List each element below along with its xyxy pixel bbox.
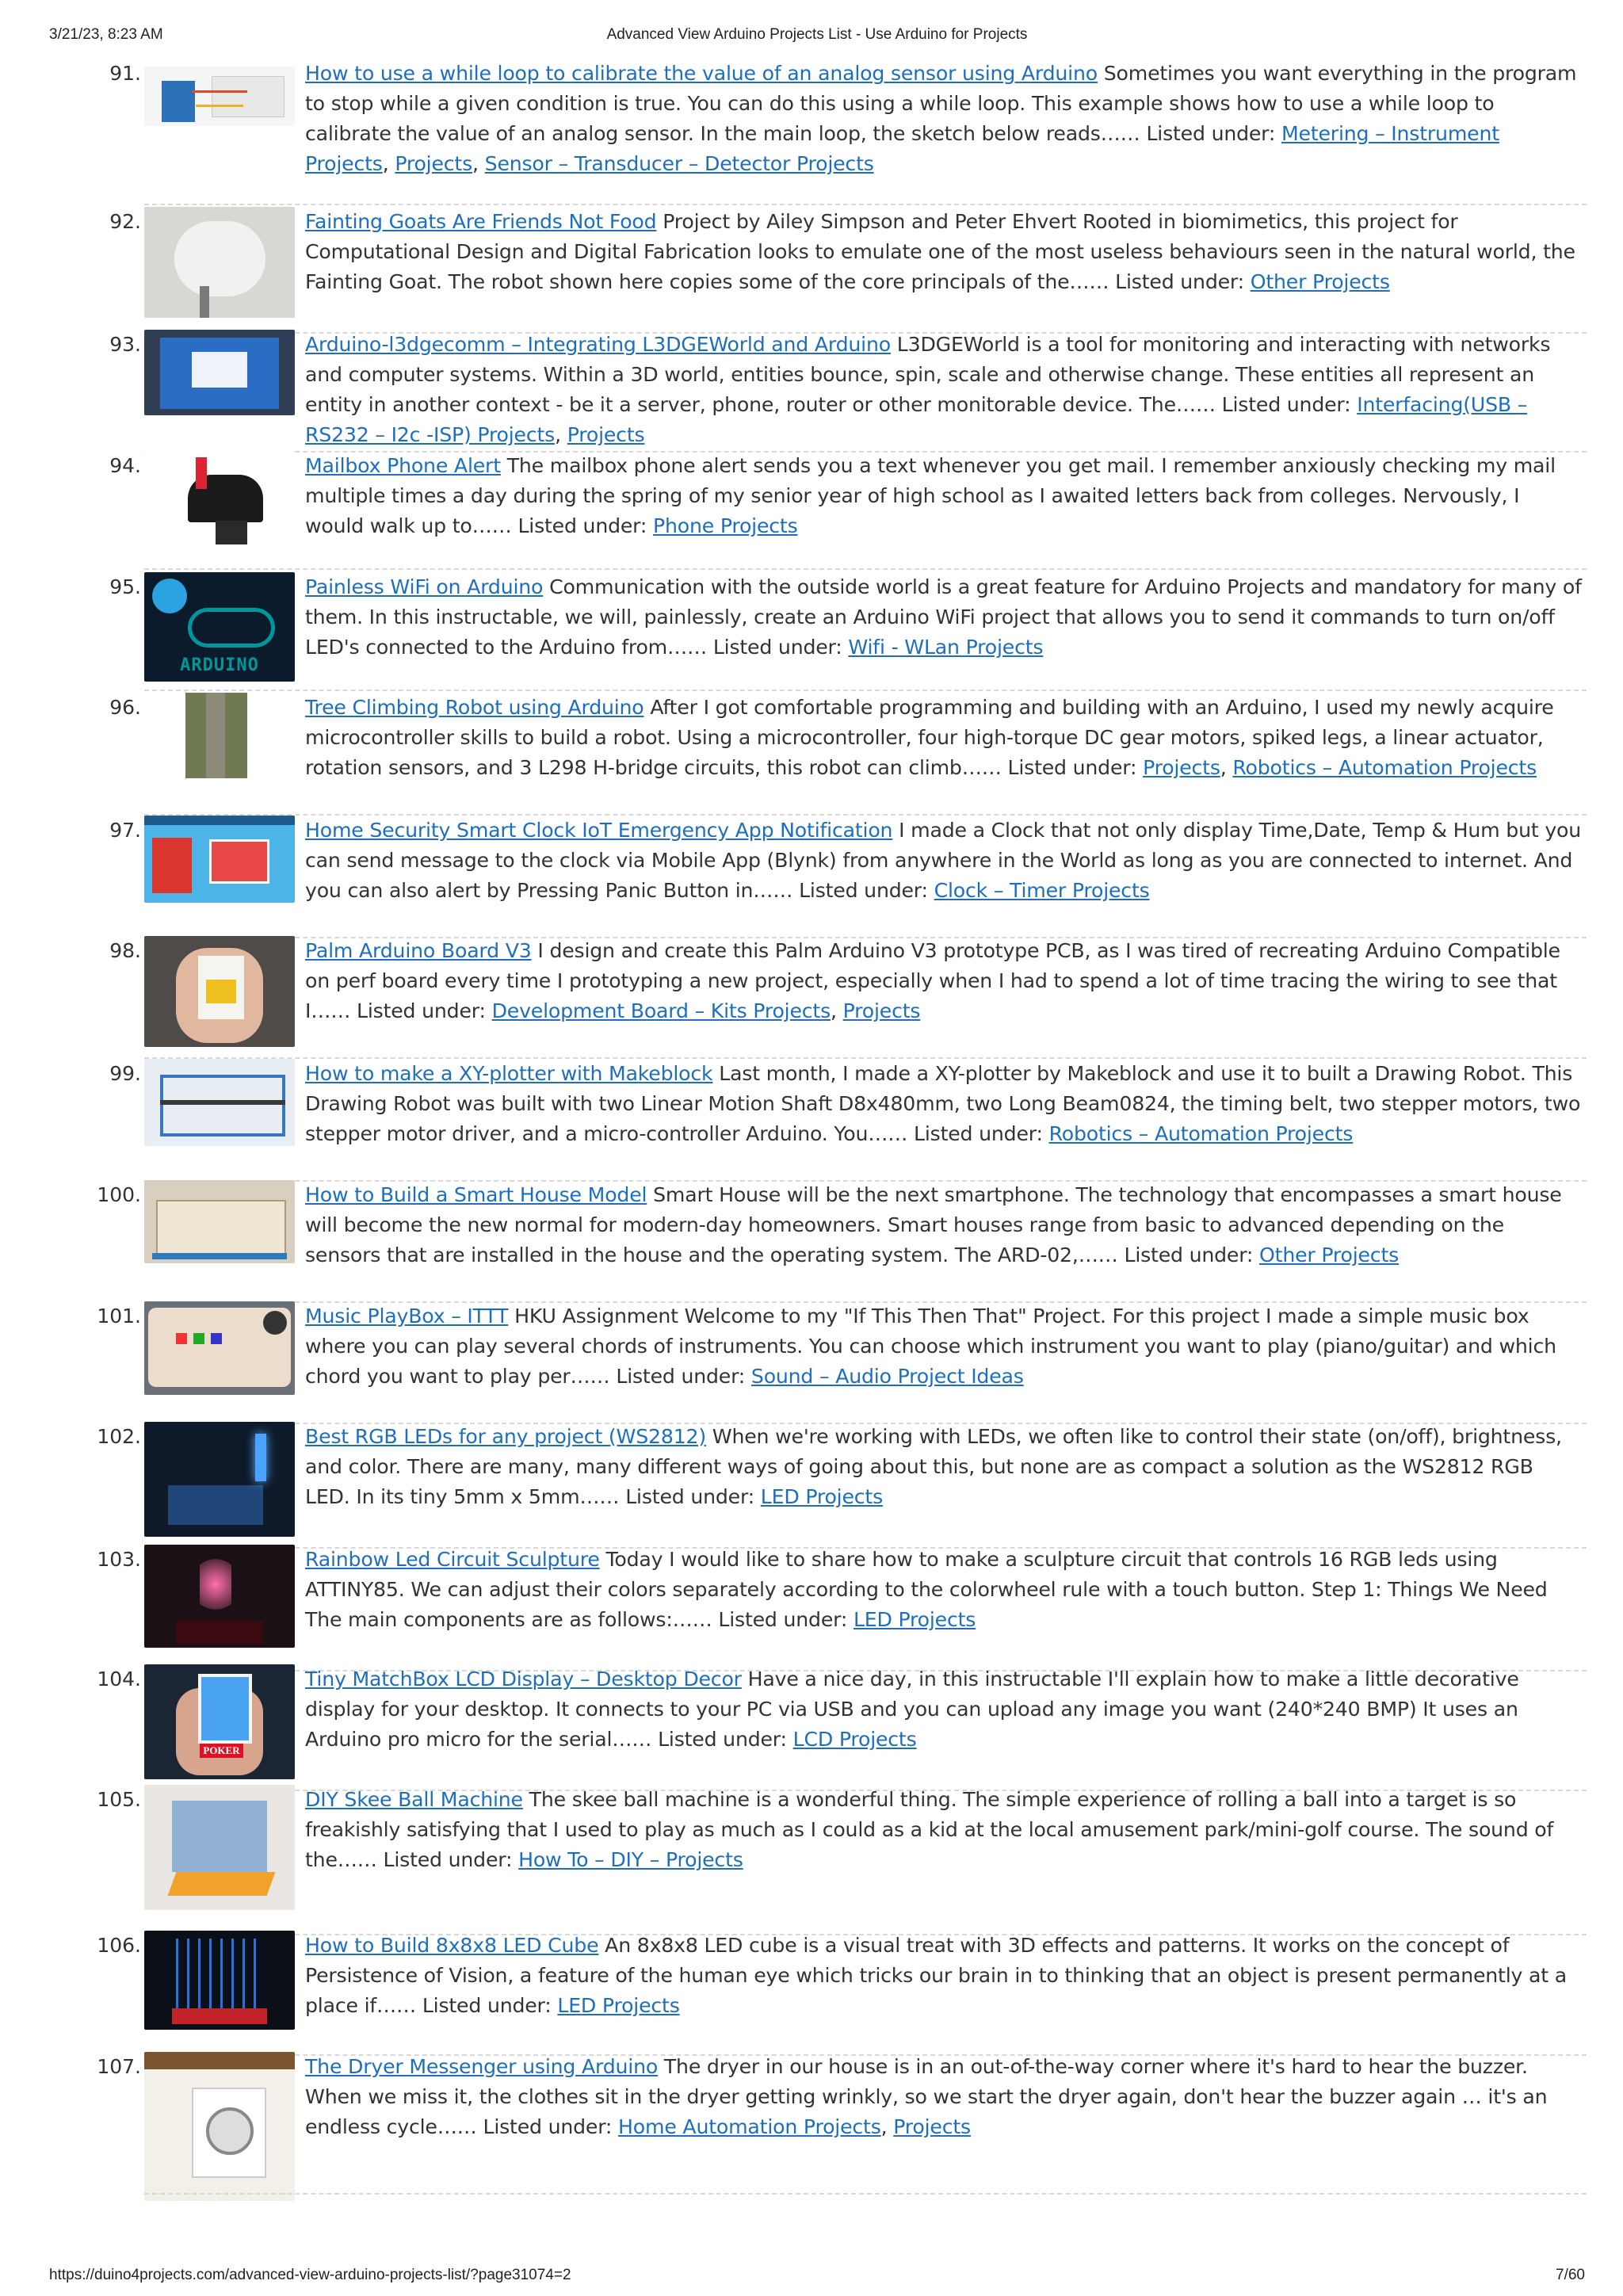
project-title-link[interactable]: Palm Arduino Board V3 xyxy=(305,939,532,962)
category-link[interactable]: LCD Projects xyxy=(792,1728,917,1751)
project-description: Communication with the outside world is a great feature for Arduino Projects and mandatory for many of them. In this instructable, we will, painlessly, create an Arduino WiFi project that allows you to send it commands to turn on/off LED's connected to the Arduino from…… xyxy=(305,575,1582,659)
item-number: 101. xyxy=(97,1305,141,1328)
thumbnail-shape xyxy=(152,838,192,893)
project-description: Have a nice day, in this instructable I'll explain how to make a little decorative display for your desktop. It connects to your PC via USB and you can upload any image you want (240*240 BMP) It uses an Arduino pro micro for the serial…… xyxy=(305,1668,1519,1751)
project-thumbnail[interactable] xyxy=(144,936,295,1047)
listed-under-label: Listed under: xyxy=(1115,270,1244,293)
project-description: An 8x8x8 LED cube is a visual treat with 3D effects and patterns. It works on the concept of Persistence of Vision, a feature of the human eye which tricks our brain in to thinking that an object is present permanently at a place if…… xyxy=(305,1934,1567,2017)
item-number: 98. xyxy=(109,939,141,962)
project-title-link[interactable]: Fainting Goats Are Friends Not Food xyxy=(305,210,657,233)
thumbnail-shape xyxy=(162,81,195,122)
print-page-title: Advanced View Arduino Projects List - Use Arduino for Projects xyxy=(606,26,1028,43)
listed-under-label: Listed under: xyxy=(658,1728,787,1751)
item-separator xyxy=(144,690,1587,691)
category-link[interactable]: Development Board – Kits Projects xyxy=(491,999,831,1022)
category-link[interactable]: Sound – Audio Project Ideas xyxy=(750,1365,1024,1388)
category-link[interactable]: Robotics – Automation Projects xyxy=(1232,756,1537,779)
item-number: 102. xyxy=(97,1425,141,1448)
thumbnail-shape xyxy=(263,1311,287,1335)
project-title-link[interactable]: How to make a XY-plotter with Makeblock xyxy=(305,1062,713,1085)
project-title-link[interactable]: Tiny MatchBox LCD Display – Desktop Decor xyxy=(305,1668,742,1690)
listed-under-label: Listed under: xyxy=(914,1122,1043,1145)
project-description: Today I would like to share how to make a sculpture circuit that controls 16 RGB leds using ATTINY85. We can adjust their colors separately according to the colorwheel rule with a touch button. Step 1: Things We Need The main components are as follows:…… xyxy=(305,1548,1548,1631)
thumbnail-shape xyxy=(168,1485,263,1525)
item-number: 100. xyxy=(97,1183,141,1206)
item-text xyxy=(305,1785,1583,1875)
project-thumbnail[interactable] xyxy=(144,2052,295,2201)
listed-under-label: Listed under: xyxy=(422,1994,552,2017)
project-thumbnail[interactable] xyxy=(144,816,295,903)
project-description: Project by Ailey Simpson and Peter Ehvert Rooted in biomimetics, this project for Computational Design and Digital Fabrication looks to emulate one of the most useless behaviours seen in the natural world, the Fainting Goat. The robot shown here copies some of the core principals of the…… xyxy=(305,210,1575,293)
thumbnail-shape xyxy=(255,1434,266,1481)
item-text xyxy=(305,1301,1583,1392)
project-title-link[interactable]: Mailbox Phone Alert xyxy=(305,454,501,477)
listed-under-label: Listed under: xyxy=(799,879,928,902)
listed-under-label: Listed under: xyxy=(625,1485,754,1508)
project-description: After I got comfortable programming and building with an Arduino, I used my newly acquire microcontroller skills to build a robot. Using a microcontroller, four high-torque DC gear motors, spiked legs, a linear actuator, rotation sensors, and 3 L298 H-bridge circuits, this robot can climb…… xyxy=(305,696,1554,779)
item-text: Tree Climbing Robot using Arduino After I got comfortable programming and building with an Arduino, I used my newly acquire microcontroller skills to build a robot. Using a microcontroller, four high-torque DC gear motors, spiked legs, a linear actuator, rotation sensors, and 3 L298 H-bridge circuits, this robot can climb…… Listed under: Projects, Robotics – Automation Projects xyxy=(305,696,1554,779)
listed-under-label: Listed under: xyxy=(1124,1244,1254,1266)
item-separator xyxy=(144,2193,1587,2195)
project-description: The dryer in our house is in an out-of-the-way corner where it's hard to hear the buzzer. When we miss it, the clothes sit in the dryer getting wrinkly, so we start the dryer again, don't hear the buzzer again … it's an endless cycle…… xyxy=(305,2055,1548,2138)
category-link[interactable]: Projects xyxy=(567,423,645,446)
item-number: 91. xyxy=(109,62,141,85)
item-number: 93. xyxy=(109,333,141,356)
thumbnail-shape xyxy=(192,90,247,93)
item-text xyxy=(305,1931,1583,2021)
project-title-link[interactable]: How to Build a Smart House Model xyxy=(305,1183,647,1206)
item-number: 96. xyxy=(109,696,141,719)
thumbnail-shape xyxy=(206,2107,254,2155)
category-link[interactable]: Projects xyxy=(842,999,921,1022)
item-text: The Dryer Messenger using Arduino The dryer in our house is in an out-of-the-way corner where it's hard to hear the buzzer. When we miss it, the clothes sit in the dryer getting wrinkly, so we start the dryer again, don't hear the buzzer again … it's an endless cycle…… Listed under: Home Automation Projects, Projects xyxy=(305,2055,1548,2138)
project-thumbnail[interactable] xyxy=(144,1785,295,1910)
project-thumbnail[interactable] xyxy=(144,1059,295,1146)
category-link[interactable]: Projects xyxy=(1143,756,1220,779)
thumbnail-shape xyxy=(176,1939,263,2010)
project-thumbnail[interactable] xyxy=(144,451,295,546)
project-description: Sometimes you want everything in the program to stop while a given condition is true. You can do this using a while loop. This example shows how to use a while loop to calibrate the value of an analog sensor. In the main loop, the sketch below reads…… xyxy=(305,62,1577,145)
item-text: Arduino-l3dgecomm – Integrating L3DGEWorld and Arduino L3DGEWorld is a tool for monitoring and interacting with networks and computer systems. Within a 3D world, entities bounce, spin, scale and otherwise change. These entities all represent an entity in another context - be it a server, phone, router or other monitorable device. The…… Listed under: Interfacing(USB – RS232 – I2c -ISP) Projects, Projects xyxy=(305,333,1551,446)
project-description: I design and create this Palm Arduino V3 prototype PCB, as I was tired of recreating Arduino Compatible on perf board every time I prototyping a new project, especially when I had to spend a lot of time tracing the wiring to see that I…… xyxy=(305,939,1560,1022)
thumbnail-shape xyxy=(200,286,209,318)
item-number: 92. xyxy=(109,210,141,233)
project-title-link[interactable]: DIY Skee Ball Machine xyxy=(305,1788,523,1811)
project-title-link[interactable]: Painless WiFi on Arduino xyxy=(305,575,544,598)
thumbnail-shape xyxy=(212,76,285,117)
item-number: 95. xyxy=(109,575,141,598)
thumbnail-shape: ARDUINO xyxy=(180,655,259,675)
thumbnail-shape xyxy=(144,816,295,825)
thumbnail-shape xyxy=(211,1333,222,1344)
project-description: I made a Clock that not only display Time,Date, Temp & Hum but you can send message to the clock via Mobile App (Blynk) from anywhere in the World as long as you are connected to internet. And you can also alert by Pressing Panic Button in…… xyxy=(305,819,1582,902)
category-link[interactable]: Metering – Instrument Projects xyxy=(305,122,1499,175)
listed-under-label: Listed under: xyxy=(718,1608,848,1631)
print-url: https://duino4projects.com/advanced-view-arduino-projects-list/?page31074=2 xyxy=(49,2267,571,2283)
thumbnail-shape: POKER xyxy=(200,1744,243,1758)
item-separator xyxy=(144,568,1587,570)
item-text xyxy=(305,816,1583,906)
thumbnail-shape xyxy=(152,579,187,613)
project-description: The mailbox phone alert sends you a text whenever you get mail. I remember anxiously checking my mail multiple times a day during the spring of my senior year of high school as I awaited letters back from colleges. Nervously, I would walk up to…… xyxy=(305,454,1556,537)
project-title-link[interactable]: How to use a while loop to calibrate the value of an analog sensor using Arduino xyxy=(305,62,1098,85)
thumbnail-shape xyxy=(192,352,247,388)
thumbnail-shape xyxy=(172,1801,267,1872)
project-thumbnail[interactable] xyxy=(144,330,295,415)
category-link[interactable]: How To – DIY – Projects xyxy=(518,1848,743,1871)
project-description: The skee ball machine is a wonderful thing. The simple experience of rolling a ball into a target is so freakishly satisfying that I used to play as much as I could as a kid at the local amusement park/mini-golf course. The sound of the…… xyxy=(305,1788,1554,1871)
project-description: HKU Assignment Welcome to my "If This Then That" Project. For this project I made a simple music box where you can play several chords of instruments. You can choose which instrument you want to play (piano/guitar) and which chord you want to play per…… xyxy=(305,1305,1556,1388)
print-header xyxy=(49,26,1585,50)
thumbnail-shape xyxy=(168,1872,276,1896)
category-link[interactable]: Robotics – Automation Projects xyxy=(1048,1122,1354,1145)
thumbnail-shape xyxy=(200,1553,231,1616)
listed-under-label: Listed under: xyxy=(517,514,647,537)
item-number: 103. xyxy=(97,1548,141,1571)
thumbnail-shape xyxy=(209,839,269,884)
item-number: 104. xyxy=(97,1668,141,1690)
thumbnail-shape xyxy=(198,1674,252,1744)
category-link[interactable]: Clock – Timer Projects xyxy=(934,879,1150,902)
project-description: L3DGEWorld is a tool for monitoring and interacting with networks and computer systems. Within a 3D world, entities bounce, spin, scale and otherwise change. These entities all represent an entity in another context - be it a server, phone, router or other monitorable device. The…… xyxy=(305,333,1551,416)
thumbnail-shape xyxy=(193,1333,204,1344)
project-thumbnail[interactable] xyxy=(144,1664,295,1779)
thumbnail-shape xyxy=(176,1333,187,1344)
listed-under-label: Listed under: xyxy=(712,636,842,659)
category-link[interactable]: Sensor – Transducer – Detector Projects xyxy=(484,152,874,175)
item-number: 97. xyxy=(109,819,141,842)
project-title-link[interactable]: The Dryer Messenger using Arduino xyxy=(305,2055,659,2078)
category-link[interactable]: Other Projects xyxy=(1259,1244,1400,1266)
project-title-link[interactable]: Best RGB LEDs for any project (WS2812) xyxy=(305,1425,706,1448)
thumbnail-shape xyxy=(196,457,207,489)
item-text xyxy=(305,572,1583,663)
item-text xyxy=(305,1180,1583,1270)
category-link[interactable]: LED Projects xyxy=(557,1994,680,2017)
thumbnail-shape xyxy=(188,608,275,648)
category-link[interactable]: Projects xyxy=(893,2115,971,2138)
item-text xyxy=(305,451,1583,541)
project-thumbnail[interactable] xyxy=(144,572,295,682)
listed-under-label: Listed under: xyxy=(616,1365,746,1388)
project-title-link[interactable]: Home Security Smart Clock IoT Emergency App Notification xyxy=(305,819,893,842)
listed-under-label: Listed under: xyxy=(357,999,486,1022)
print-page-number: 7/60 xyxy=(1556,2267,1585,2283)
project-thumbnail[interactable] xyxy=(144,207,295,318)
project-title-link[interactable]: Rainbow Led Circuit Sculpture xyxy=(305,1548,600,1571)
project-thumbnail[interactable] xyxy=(144,67,295,126)
category-link[interactable]: LED Projects xyxy=(760,1485,884,1508)
category-link[interactable]: Wifi - WLan Projects xyxy=(848,636,1044,659)
project-title-link[interactable]: Tree Climbing Robot using Arduino xyxy=(305,696,644,719)
thumbnail-shape xyxy=(174,221,265,296)
thumbnail-shape xyxy=(160,1075,285,1137)
category-link[interactable]: LED Projects xyxy=(853,1608,976,1631)
project-thumbnail[interactable] xyxy=(144,1301,295,1395)
thumbnail-shape xyxy=(206,693,225,778)
listed-under-label: Listed under: xyxy=(1146,122,1276,145)
thumbnail-shape xyxy=(160,1100,285,1105)
listed-under-label: Listed under: xyxy=(483,2115,613,2138)
project-thumbnail[interactable] xyxy=(144,1545,295,1648)
item-separator xyxy=(144,204,1587,205)
category-link[interactable]: Other Projects xyxy=(1250,270,1390,293)
item-text xyxy=(305,1545,1583,1635)
item-number: 107. xyxy=(97,2055,141,2078)
thumbnail-shape xyxy=(156,1200,286,1259)
item-text xyxy=(305,1059,1583,1149)
project-thumbnail[interactable] xyxy=(144,1931,295,2030)
category-link[interactable]: Home Automation Projects xyxy=(618,2115,881,2138)
thumbnail-shape xyxy=(152,1253,287,1259)
project-title-link[interactable]: Music PlayBox – ITTT xyxy=(305,1305,509,1328)
category-link[interactable]: Projects xyxy=(395,152,473,175)
thumbnail-shape xyxy=(206,980,236,1003)
listed-under-label: Listed under: xyxy=(1007,756,1137,779)
thumbnail-shape xyxy=(196,105,243,107)
listed-under-label: Listed under: xyxy=(1221,393,1351,416)
project-thumbnail[interactable] xyxy=(144,693,295,778)
project-thumbnail[interactable] xyxy=(144,1422,295,1537)
print-date: 3/21/23, 8:23 AM xyxy=(49,26,163,43)
thumbnail-shape xyxy=(144,2052,295,2069)
project-description: When we're working with LEDs, we often like to control their state (on/off), brightness, and color. There are many, many different ways of going about this, but none are as compact a solution as the WS2812 RGB LED. In its tiny 5mm x 5mm…… xyxy=(305,1425,1562,1508)
project-description: Smart House will be the next smartphone. The technology that encompasses a smart house will become the new normal for modern-day homeowners. Smart houses range from basic to advanced depending on the sensors that are installed in the house and the operating system. The ARD-02,…… xyxy=(305,1183,1562,1266)
thumbnail-shape xyxy=(216,521,247,544)
thumbnail-shape xyxy=(172,2008,267,2024)
listed-under-label: Listed under: xyxy=(383,1848,513,1871)
item-text xyxy=(305,1664,1583,1755)
thumbnail-shape xyxy=(176,1621,263,1645)
item-text xyxy=(305,207,1583,297)
project-thumbnail[interactable] xyxy=(144,1180,295,1263)
category-link[interactable]: Phone Projects xyxy=(652,514,798,537)
category-link[interactable]: Interfacing(USB – RS232 – I2c -ISP) Projects xyxy=(305,393,1528,446)
item-number: 94. xyxy=(109,454,141,477)
project-description: Last month, I made a XY-plotter by Makeblock and use it to built a Drawing Robot. This Drawing Robot was built with two Linear Motion Shaft D8x480mm, two Long Beam0824, the timing belt, two stepper motors, two stepper motor driver, and a micro-controller Arduino. You…… xyxy=(305,1062,1581,1145)
item-number: 105. xyxy=(97,1788,141,1811)
item-text: How to use a while loop to calibrate the value of an analog sensor using Arduino Sometimes you want everything in the program to stop while a given condition is true. You can do this using a while loop. This example shows how to use a while loop to calibrate the value of an analog sensor. In the main loop, the sketch below reads…… Listed under: Metering – Instrument Projects, Projects, Sensor – Transducer – Detector Projects xyxy=(305,62,1577,175)
item-text: Palm Arduino Board V3 I design and create this Palm Arduino V3 prototype PCB, as I was tired of recreating Arduino Compatible on perf board every time I prototyping a new project, especially when I had to spend a lot of time tracing the wiring to see that I…… Listed under: Development Board – Kits Projects, Projects xyxy=(305,939,1560,1022)
print-footer xyxy=(49,2267,1585,2290)
item-number: 99. xyxy=(109,1062,141,1085)
project-title-link[interactable]: Arduino-l3dgecomm – Integrating L3DGEWorld and Arduino xyxy=(305,333,891,356)
item-text xyxy=(305,1422,1583,1512)
item-number: 106. xyxy=(97,1934,141,1957)
project-title-link[interactable]: How to Build 8x8x8 LED Cube xyxy=(305,1934,599,1957)
